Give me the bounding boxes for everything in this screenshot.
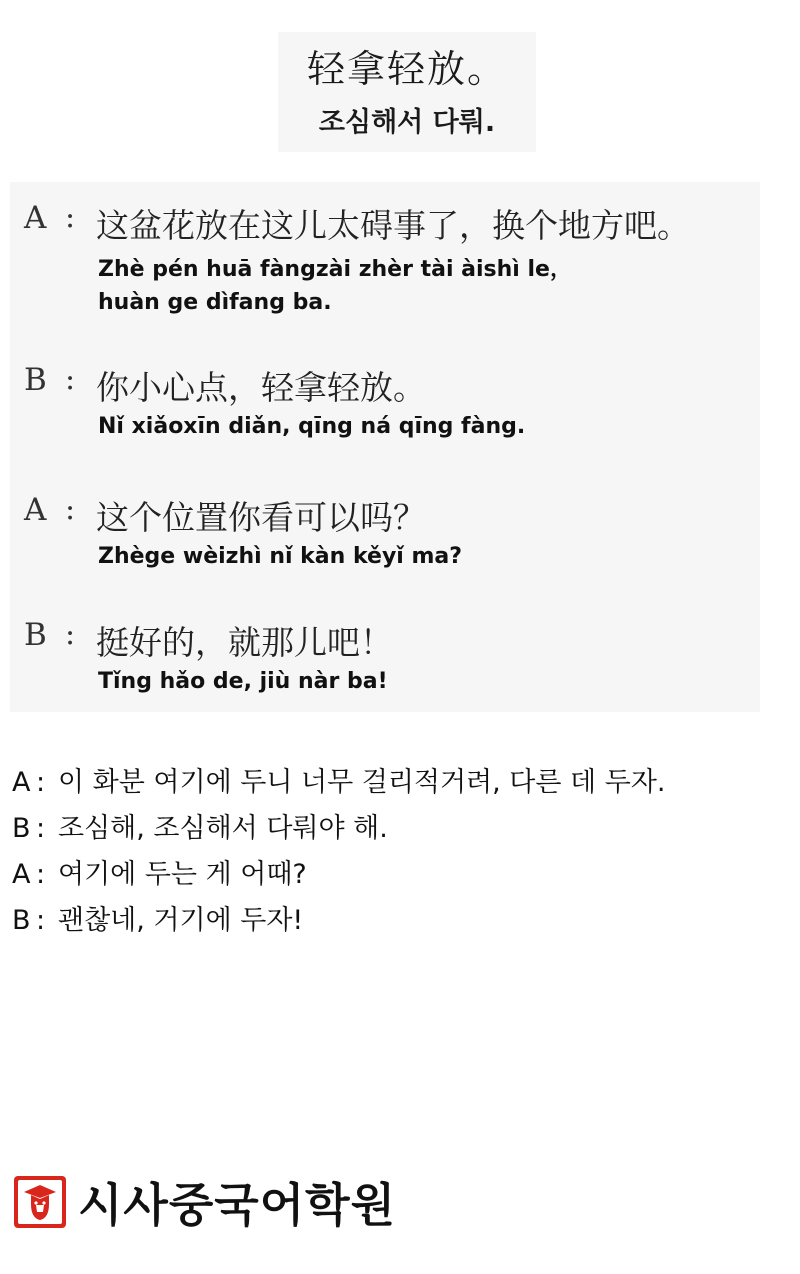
speaker-colon: :: [36, 905, 46, 936]
academy-logo-icon: [12, 1174, 68, 1230]
chinese-sentence: 这个位置你看可以吗？: [96, 498, 426, 537]
dialogue-panel: [10, 182, 760, 712]
translation-text: 조심해, 조심해서 다뤄야 해.: [58, 813, 388, 844]
chinese-sentence: 这盆花放在这儿太碍事了，换个地方吧。: [96, 206, 690, 245]
korean-translation: [12, 760, 792, 944]
speaker-label: A: [12, 767, 31, 798]
chinese-sentence: 挺好的，就那儿吧！: [96, 623, 393, 662]
chinese-sentence: 你小心点，轻拿轻放。: [96, 368, 426, 407]
translation-text: 여기에 두는 게 어때?: [58, 859, 307, 890]
speaker-colon: :: [36, 767, 46, 798]
pinyin-line: huàn ge dìfang ba.: [98, 290, 332, 315]
speaker-colon: :: [36, 859, 46, 890]
speaker-colon: :: [65, 617, 76, 652]
translation-text: 이 화분 여기에 두니 너무 걸리적거려, 다른 데 두자.: [58, 767, 666, 798]
footer-brand: [12, 1170, 396, 1234]
translation-line: [12, 898, 792, 944]
pinyin-line: Tǐng hǎo de, jiù nàr ba!: [98, 669, 388, 694]
pinyin-line: Zhè pén huā fàngzài zhèr tài àishì le，: [98, 257, 572, 282]
speaker-label: B: [12, 813, 31, 844]
translation-line: [12, 760, 792, 806]
speaker-colon: :: [65, 362, 76, 397]
pinyin-line: Nǐ xiǎoxīn diǎn, qīng ná qīng fàng.: [98, 414, 526, 439]
speaker-label: B: [24, 617, 47, 653]
academy-name: 시사중국어학원: [78, 1178, 397, 1232]
translation-line: [12, 852, 792, 898]
speaker-label: A: [12, 859, 31, 890]
speaker-label: A: [24, 492, 47, 528]
title-chinese: 轻拿轻放。: [306, 47, 507, 91]
speaker-label: A: [24, 200, 47, 236]
translation-text: 괜찮네, 거기에 두자!: [58, 905, 304, 936]
lesson-title-block: [278, 32, 536, 152]
speaker-colon: :: [36, 813, 46, 844]
speaker-colon: :: [65, 200, 76, 235]
speaker-label: B: [12, 905, 31, 936]
speaker-colon: :: [65, 492, 76, 527]
title-korean: 조심해서 다뤄.: [318, 107, 496, 138]
translation-line: [12, 806, 792, 852]
speaker-label: B: [24, 362, 47, 398]
pinyin-line: Zhège wèizhì nǐ kàn kěyǐ ma?: [98, 544, 463, 569]
